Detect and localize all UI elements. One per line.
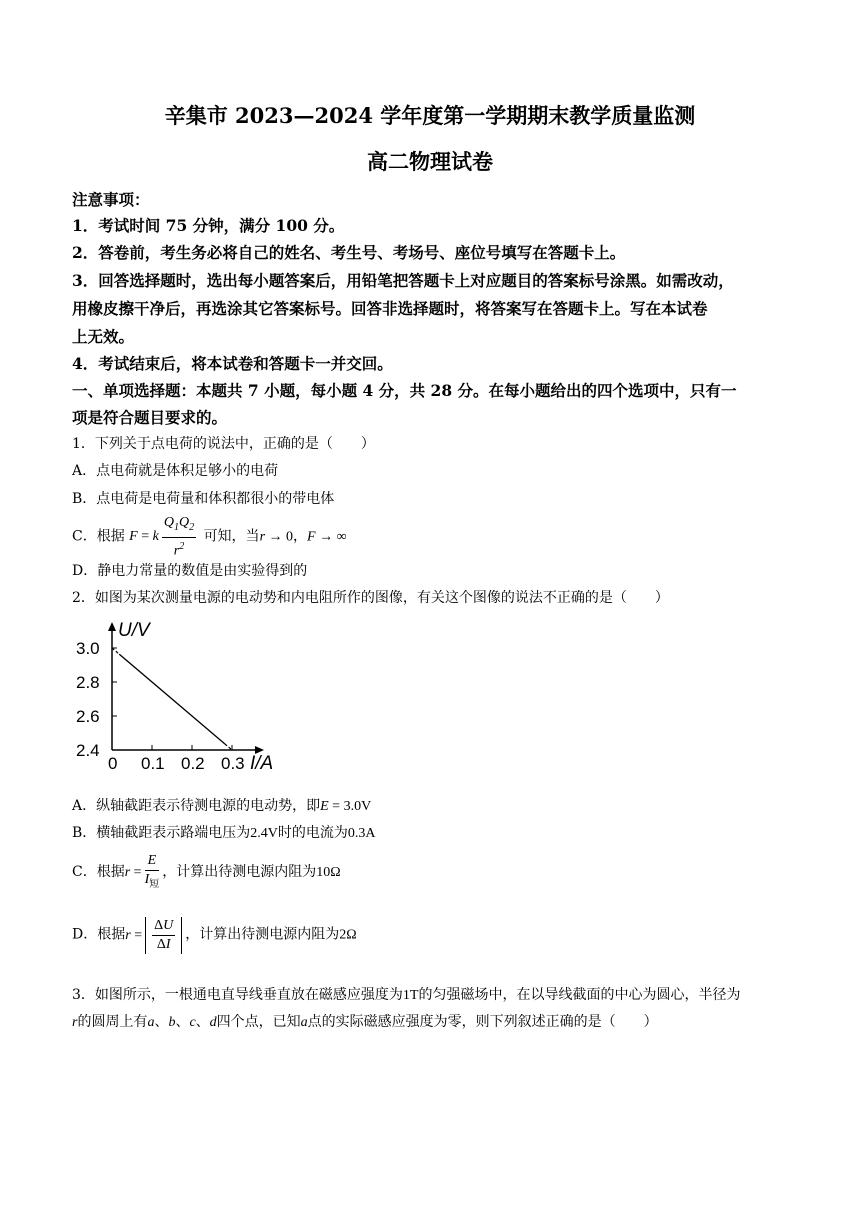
y-axis-arrow bbox=[108, 622, 116, 631]
note-item: 2．答卷前，考生务必将自己的姓名、考生号、考场号、座位号填写在答题卡上。 bbox=[72, 243, 626, 262]
y-tick-label: 2.4 bbox=[76, 741, 100, 760]
notes-heading: 注意事项： bbox=[72, 190, 150, 209]
x-tick-label: 0 bbox=[108, 754, 118, 773]
note-item: 4．考试结束后，将本试卷和答题卡一并交回。 bbox=[72, 354, 393, 373]
q2-option-a: A．纵轴截距表示待测电源的电动势，即E = 3.0V bbox=[72, 798, 372, 814]
q2-option-d: D．根据r = $\frac{\Delta U}{\Delta I}$ ，计算出待测电源内阻为2Ω bbox=[72, 918, 357, 952]
q2-stem: 2．如图为某次测量电源的电动势和内电阻所作的图像，有关这个图像的说法不正确的是（ ） bbox=[72, 590, 669, 606]
section-heading: 一、单项选择题：本题共 7 小题，每小题 4 分，共 28 分。在每小题给出的四个选项中，只有一 bbox=[72, 381, 737, 400]
note-item: 3．回答选择题时，选出每小题答案后，用铅笔把答题卡上对应题目的答案标号涂黑。如需改动， bbox=[72, 271, 734, 290]
x-axis-label: I/A bbox=[250, 753, 274, 774]
note-item: 上无效。 bbox=[72, 327, 135, 346]
q2-option-c: C．根据r = $\frac{E}{I_短}$ ，计算出待测电源内阻为10Ω bbox=[72, 853, 341, 890]
q1-option-c: C．根据 F = k $\frac{Q_1Q_2}{r^2}$ 可知，当r → 0，F → ∞ bbox=[72, 515, 347, 559]
series-line bbox=[119, 654, 225, 744]
coulomb-formula: F = k $\frac{Q_1Q_2}{r^2}$ bbox=[129, 515, 195, 559]
exam-subtitle: 高二物理试卷 bbox=[367, 149, 493, 174]
x-tick-label: 0.1 bbox=[141, 754, 165, 773]
q1-stem: 1．下列关于点电荷的说法中，正确的是（ ） bbox=[72, 436, 375, 452]
y-tick-label: 3.0 bbox=[76, 639, 100, 658]
q3-line1: 3．如图所示，一根通电直导线垂直放在磁感应强度为1T的匀强磁场中，在以导线截面的中心为圆心，半径为 bbox=[72, 987, 741, 1003]
y-tick-label: 2.6 bbox=[76, 707, 100, 726]
q3-line2: r的圆周上有a、b、c、d四个点，已知a点的实际磁感应强度为零，则下列叙述正确的是（ ） bbox=[72, 1014, 658, 1030]
limit-f: F → ∞ bbox=[307, 529, 347, 545]
y-tick-label: 2.8 bbox=[76, 673, 100, 692]
y-axis-label: U/V bbox=[118, 620, 150, 641]
section-heading-cont: 项是符合题目要求的。 bbox=[72, 408, 228, 427]
x-tick-label: 0.2 bbox=[181, 754, 205, 773]
note-item: 用橡皮擦干净后，再选涂其它答案标号。回答非选择题时，将答案写在答题卡上。写在本试卷 bbox=[72, 299, 708, 318]
limit-r: r → 0 bbox=[259, 529, 294, 545]
note-item: 1．考试时间 75 分钟，满分 100 分。 bbox=[72, 216, 345, 235]
u-i-graph bbox=[72, 612, 292, 782]
q2-option-b: B．横轴截距表示路端电压为2.4V时的电流为0.3A bbox=[72, 825, 376, 841]
x-tick-label: 0.3 bbox=[221, 754, 245, 773]
exam-title: 辛集市 2023—2024 学年度第一学期期末教学质量监测 bbox=[164, 103, 696, 128]
q1-option-a: A．点电荷就是体积足够小的电荷 bbox=[72, 463, 279, 479]
q1-option-b: B．点电荷是电荷量和体积都很小的带电体 bbox=[72, 491, 335, 507]
series-line-extension bbox=[112, 648, 119, 654]
q1-option-d: D．静电力常量的数值是由实验得到的 bbox=[72, 563, 308, 579]
series-line-extension bbox=[225, 744, 232, 750]
